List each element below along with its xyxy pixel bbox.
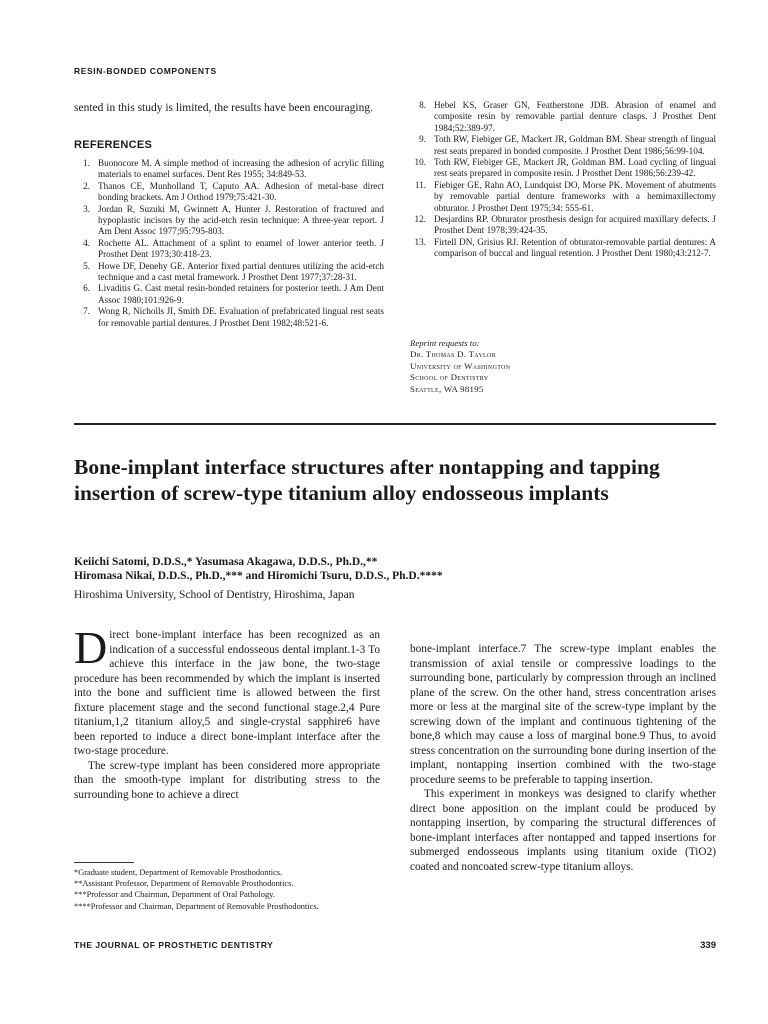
reference-item: 1. Buonocore M. A simple method of increasing the adhesion of acrylic filling materials to enamel surfaces. Dent Res 1955; 34:849-53.: [83, 158, 384, 180]
intro-text: sented in this study is limited, the results have been encouraging.: [74, 102, 373, 114]
references-list-right: [410, 100, 716, 260]
reprint-line: Dr. Thomas D. Taylor: [410, 349, 496, 360]
reprint-requests: [410, 338, 716, 395]
reference-item: 11. Fiebiger GE, Rahn AO, Lundquist DO, Morse PK. Movement of abutments by removable partial denture frameworks with a hemimaxillectomy obturator. J Prosthet Dent 1975;34: 555-61.: [414, 179, 716, 213]
section-divider: [74, 423, 716, 425]
reference-item: 8. Hebel KS, Graser GN, Featherstone JDB. Abrasion of enamel and composite resin by removable partial denture clasps. J Prosthet Dent 1984;52:389-97.: [419, 100, 716, 133]
reference-item: 3. Jordan R, Suzuki M, Gwinnett A, Hunter J. Restoration of fractured and hypoplastic incisors by the acid-etch resin technique: A three-year report. J Am Dent Assoc 1977;95:795-803.: [83, 203, 384, 237]
body-paragraph: Direct bone-implant interface has been recognized as an indication of a successful endosseous dental implant.1-3 To achieve this interface in the jaw bone, the two-stage procedure has been recommended by which the implant is inserted into the bone and sufficient time is allowed between the first fixture placement stage and the second functional stage.2,4 Pure titanium,1,2 titanium alloy,5 and single-crystal sapphire6 have been reported to induce a direct bone-implant interface after the two-stage procedure.: [74, 622, 380, 757]
footnote-rule: [74, 862, 134, 863]
footnotes: [74, 867, 380, 912]
affiliation: Hiroshima University, School of Dentistry, Hiroshima, Japan: [74, 589, 355, 601]
authors-line: Keiichi Satomi, D.D.S.,* Yasumasa Akagawa, D.D.S., Ph.D.,**: [74, 556, 378, 568]
footnote: **Assistant Professor, Department of Removable Prosthodontics.: [74, 879, 294, 889]
drop-cap: D: [74, 622, 108, 673]
page-number: 339: [700, 940, 716, 951]
authors-line: Hiromasa Nikai, D.D.S., Ph.D.,*** and Hiromichi Tsuru, D.D.S., Ph.D.****: [74, 570, 443, 582]
reference-item: 7. Wong R, Nicholls JI, Smith DE. Evaluation of prefabricated lingual rest seats for removable partial dentures. J Prosthet Dent 1982;48:521-6.: [83, 306, 384, 328]
reference-item: 5. Howe DF, Denehy GE. Anterior fixed partial dentures utilizing the acid-etch technique and a cast metal framework. J Prosthet Dent 1977;37:28-31.: [83, 260, 384, 283]
journal-name: THE JOURNAL OF PROSTHETIC DENTISTRY: [74, 940, 274, 950]
references-heading: REFERENCES: [74, 139, 153, 151]
reference-item: 10. Toth RW, Fiebiger GE, Mackert JR, Goldman BM. Load cycling of lingual rest seats prepared in composite resin. J Prosthet Dent 1986;56:239-42.: [414, 157, 716, 179]
reprint-line: Seattle, WA 98195: [410, 383, 484, 394]
reference-item: 13. Firtell DN, Grisius RJ. Retention of obturator-removable partial dentures: A comparison of buccal and lingual retention. J Prosthet Dent 1980;43:212-7.: [414, 236, 716, 259]
footnote: *Graduate student, Department of Removable Prosthodontics.: [74, 868, 283, 877]
footnote: ****Professor and Chairman, Department of Removable Prosthodontics.: [74, 901, 319, 911]
reprint-line: School of Dentistry: [410, 372, 489, 383]
body-column-right: [410, 642, 716, 874]
article-authors: [74, 555, 716, 583]
body-paragraph: bone-implant interface.7 The screw-type implant enables the transmission of axial tensile or compressive loadings to the surrounding bone, particularly by compression through an inclined plane of the screw. On the other hand, stress concentration arises more or less at the marginal site of the screw-type implant by the screwing down of the implant and continuous tightening of the bone,8 which may cause a loss of marginal bone.9 Thus, to avoid stress concentration on the surrounding bone during insertion of the implant, nontapping insertion combined with the two-stage procedure seems to be preferable to tapping insertion.: [410, 643, 716, 786]
body-paragraph: The screw-type implant has been considered more appropriate than the smooth-type implant for distributing stress to the surrounding bone to achieve a direct: [74, 759, 380, 801]
references-list-left: [74, 158, 384, 329]
reference-item: 2. Thanos CE, Munholland T, Caputo AA. Adhesion of metal-base direct bonding brackets. Am J Orthod 1979;75:421-30.: [83, 180, 384, 203]
reference-item: 6. Livaditis G. Cast metal resin-bonded retainers for posterior teeth. J Am Dent Assoc 1980;101:926-9.: [83, 283, 384, 305]
reprint-line: University of Washington: [410, 360, 511, 371]
running-head: RESIN-BONDED COMPONENTS: [74, 66, 217, 76]
reference-item: 4. Rochette AL. Attachment of a splint to enamel of lower anterior teeth. J Prosthet Dent 1973;30:418-23.: [83, 237, 384, 260]
body-paragraph: This experiment in monkeys was designed to clarify whether direct bone apposition on the implant could be produced by nontapping insertion, by comparing the structural differences of bone-implant interfaces after nontapped and tapped insertions for submerged endosseous implants using titanium oxide (TiO2) coated and noncoated screw-type titanium alloys.: [410, 788, 716, 873]
body-column-left: [74, 622, 380, 802]
article-title: Bone-implant interface structures after nontapping and tapping insertion of screw-type titanium alloy endosseous implants: [74, 455, 660, 505]
reference-item: 9. Toth RW, Fiebiger GE, Mackert JR, Goldman BM. Shear strength of lingual rest seats prepared in bonded composite. J Prosthet Dent 1986;56:99-104.: [419, 134, 716, 156]
footnote: ***Professor and Chairman, Department of Oral Pathology.: [74, 890, 275, 900]
reprint-label: Reprint requests to:: [410, 338, 480, 348]
reference-item: 12. Desjardins RP. Obturator prosthesis design for acquired maxillary defects. J Prosthet Dent 1978;39:424-35.: [414, 214, 716, 236]
